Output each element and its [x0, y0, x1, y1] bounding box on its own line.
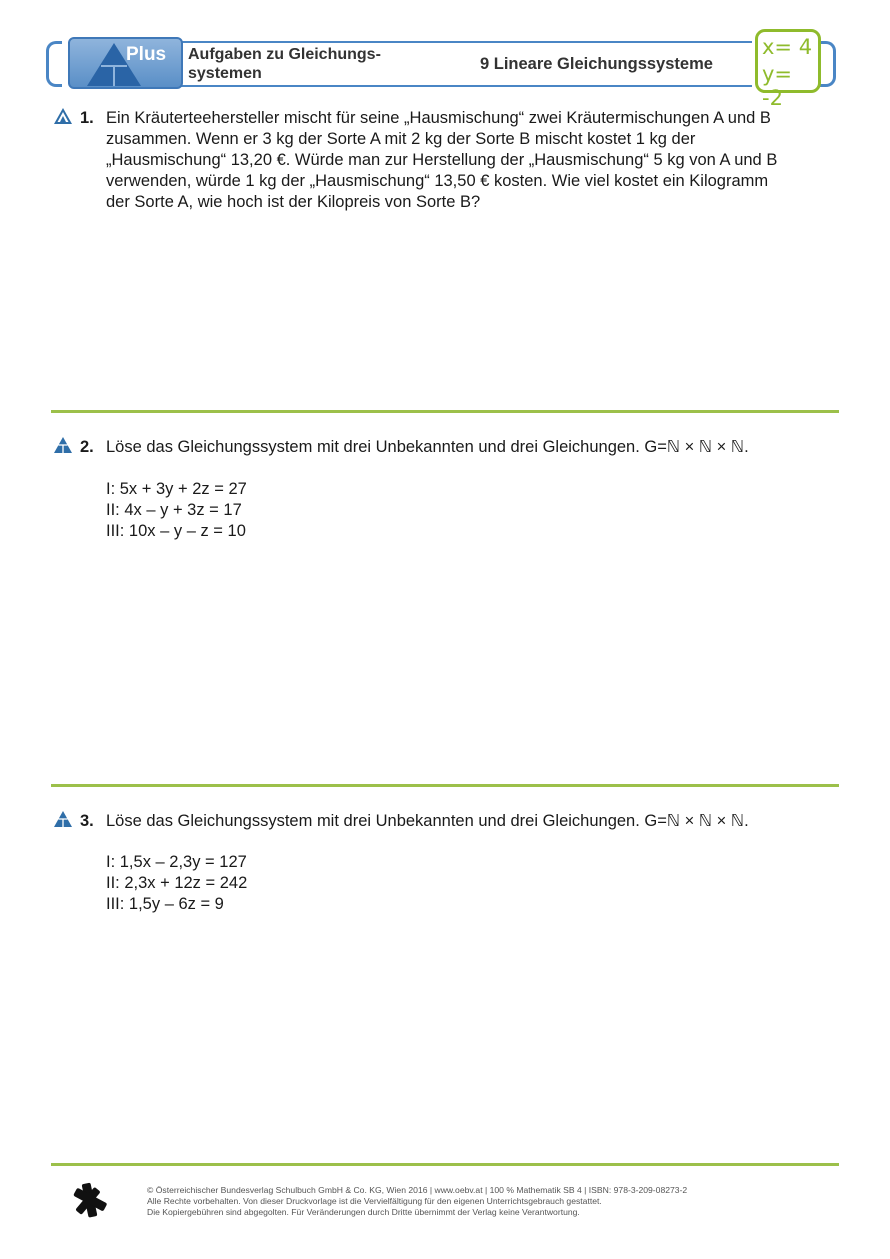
task-number: 1.	[80, 109, 94, 127]
copyright-notice	[147, 1185, 837, 1218]
chapter-title: 9 Lineare Gleichungssysteme	[480, 55, 713, 73]
equation-line: III: 10x – y – z = 10	[106, 522, 246, 540]
stamp-line-y: y= -2	[762, 62, 793, 110]
worksheet-title	[188, 45, 468, 83]
difficulty-triangle-filled-icon	[53, 436, 73, 454]
difficulty-triangle-outline-icon	[53, 107, 73, 125]
task-text: Löse das Gleichungssystem mit drei Unbekannten und drei Gleichungen. G=ℕ × ℕ × ℕ.	[106, 812, 749, 830]
stamp-line-x: x= 4	[762, 35, 813, 59]
equation-line: I: 5x + 3y + 2z = 27	[106, 480, 247, 498]
task-number: 2.	[80, 438, 94, 456]
copyright-line: Die Kopiergebühren sind abgegolten. Für Veränderungen durch Dritte übernimmt der Verlag keine Verantwortung.	[147, 1207, 580, 1217]
equation-line: I: 1,5x – 2,3y = 127	[106, 853, 247, 871]
equation-block	[106, 479, 247, 542]
task-text-line: „Hausmischung“ 13,20 €. Würde man zur Herstellung der „Hausmischung“ 5 kg von A und B	[106, 151, 778, 169]
header-rule-bottom	[100, 85, 752, 87]
plus-logo-label: Plus	[126, 44, 167, 65]
solution-stamp	[755, 29, 821, 110]
task-text-line: der Sorte A, wie hoch ist der Kilopreis von Sorte B?	[106, 193, 481, 211]
footer-separator	[51, 1163, 839, 1166]
worksheet-title-line1: Aufgaben zu Gleichungs-	[188, 46, 381, 63]
task-separator	[51, 410, 839, 413]
equation-line: III: 1,5y – 6z = 9	[106, 895, 224, 913]
worksheet-title-line2: systemen	[188, 65, 262, 82]
task-text-line: Ein Kräuterteehersteller mischt für seine „Hausmischung“ zwei Kräutermischungen A und B	[106, 109, 771, 127]
equation-line: II: 4x – y + 3z = 17	[106, 501, 242, 519]
publisher-logo-icon	[70, 1180, 110, 1220]
task-text-line: zusammen. Wenn er 3 kg der Sorte A mit 2 kg der Sorte B mischt kostet 1 kg der	[106, 130, 696, 148]
difficulty-triangle-filled-icon	[53, 810, 73, 828]
task-number: 3.	[80, 812, 94, 830]
task-text: Löse das Gleichungssystem mit drei Unbekannten und drei Gleichungen. G=ℕ × ℕ × ℕ.	[106, 438, 749, 456]
header-bracket-right	[820, 41, 836, 87]
task-text-line: verwenden, würde 1 kg der „Hausmischung“ 13,50 € kosten. Wie viel kostet ein Kilogramm	[106, 172, 769, 190]
header-rule-top	[100, 41, 752, 43]
header-bracket-left	[46, 41, 62, 87]
copyright-line: Alle Rechte vorbehalten. Von dieser Druckvorlage ist die Vervielfältigung für den eigenen Unterrichtsgebrauch gestattet.	[147, 1196, 602, 1206]
task-separator	[51, 784, 839, 787]
copyright-line: © Österreichischer Bundesverlag Schulbuch GmbH & Co. KG, Wien 2016 | www.oebv.at | 100 % Mathematik SB 4 | ISBN: 978-3-209-08273-2	[147, 1185, 688, 1195]
task-text	[106, 108, 846, 213]
equation-block	[106, 852, 247, 915]
equation-line: II: 2,3x + 12z = 242	[106, 874, 248, 892]
